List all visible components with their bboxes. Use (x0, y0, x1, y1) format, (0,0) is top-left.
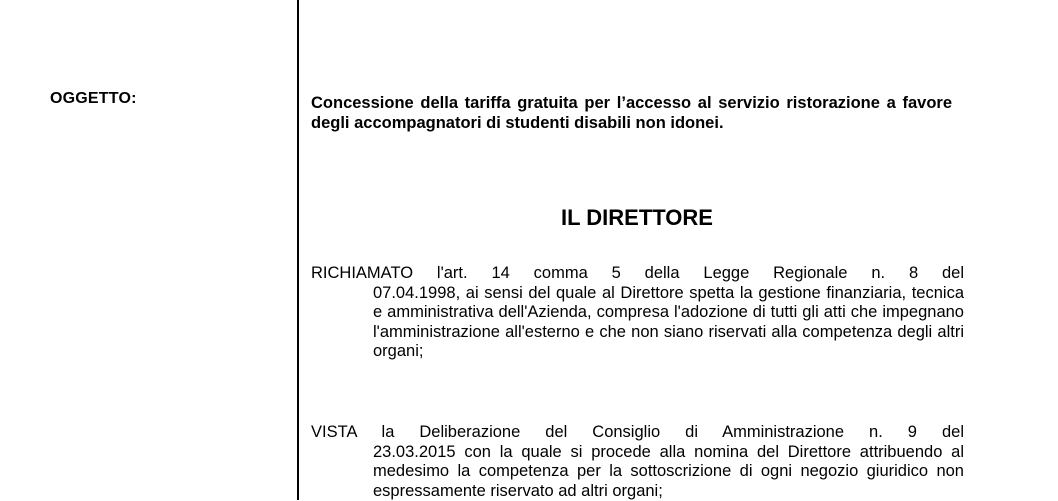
paragraph-first-line: VISTA la Deliberazione del Consiglio di Amministrazione n. 9 del (311, 423, 964, 441)
paragraph-first-line: RICHIAMATO l'art. 14 comma 5 della Legge Regionale n. 8 del (311, 264, 964, 282)
paragraph-richiamato (311, 264, 964, 362)
section-heading: IL DIRETTORE (561, 205, 713, 230)
column-divider (297, 0, 299, 500)
paragraph-continuation: 07.04.1998, ai sensi del quale al Direttore spetta la gestione finanziaria, tecnica e amministrativa dell'Azienda, compresa l'adozione di tutti gli atti che impegnano l'amministrazione all'esterno e che non siano riservati alla competenza degli altri organi; (373, 283, 964, 361)
paragraph-continuation: 23.03.2015 con la quale si procede alla nomina del Direttore attribuendo al medesimo la competenza per la sottoscrizione di ogni negozio giuridico non espressamente riservato ad altri organi; (373, 442, 964, 500)
paragraph-vista (311, 423, 964, 501)
subject-label: OGGETTO: (50, 90, 137, 107)
subject-text: Concessione della tariffa gratuita per l’accesso al servizio ristorazione a favore degli accompagnatori di studenti disabili non idonei. (311, 94, 952, 132)
